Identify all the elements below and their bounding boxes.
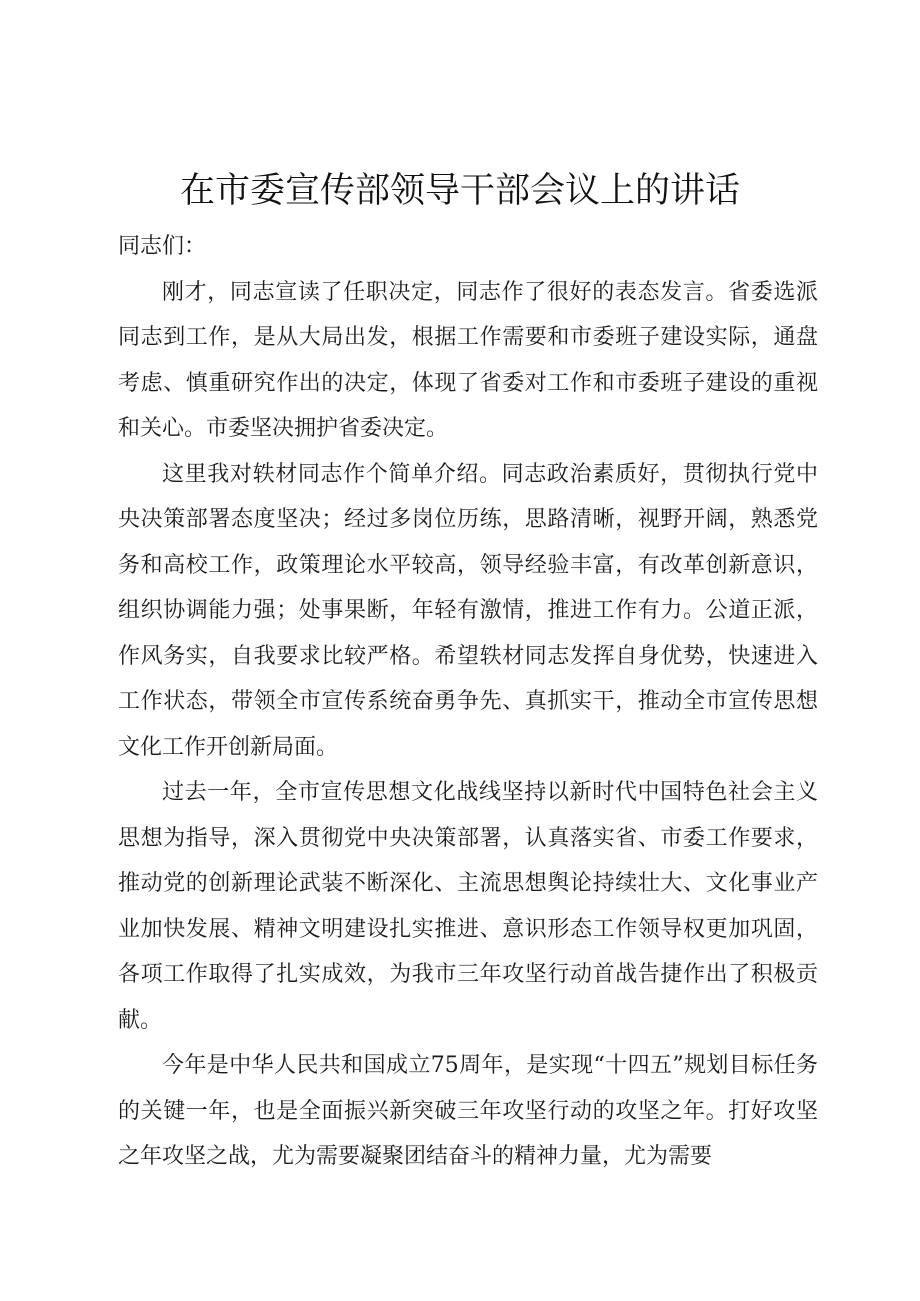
paragraph-2: 这里我对轶材同志作个简单介绍。同志政治素质好，贯彻执行党中央决策部署态度坚决；经过多岗位历练，思路清晰，视野开阔，熟悉党务和高校工作，政策理论水平较高，领导经验丰富，有改革创新意识，组织协调能力强；处事果断，年轻有激情，推进工作有力。公道正派，作风务实，自我要求比较严格。希望轶材同志发挥自身优势，快速进入工作状态，带领全市宣传系统奋勇争先、真抓实干，推动全市宣传思想文化工作开创新局面。	[118, 461, 818, 760]
salutation: 同志们：	[118, 234, 207, 259]
paragraph-1: 刚才，同志宣读了任职决定，同志作了很好的表态发言。省委选派同志到工作，是从大局出发，根据工作需要和市委班子建设实际，通盘考虑、慎重研究作出的决定，体现了省委对工作和市委班子建设的重视和关心。市委坚决拥护省委决定。	[118, 279, 818, 441]
paragraph-3: 过去一年，全市宣传思想文化战线坚持以新时代中国特色社会主义思想为指导，深入贯彻党中央决策部署，认真落实省、市委工作要求，推动党的创新理论武装不断深化、主流思想舆论持续壮大、文化事业产业加快发展、精神文明建设扎实推进、意识形态工作领导权更加巩固，各项工作取得了扎实成效，为我市三年攻坚行动首战告捷作出了积极贡献。	[118, 780, 818, 1033]
document-body	[118, 224, 818, 1180]
paragraph-4: 今年是中华人民共和国成立75周年，是实现“十四五”规划目标任务的关键一年，也是全面振兴新突破三年攻坚行动的攻坚之年。打好攻坚之年攻坚之战，尤为需要凝聚团结奋斗的精神力量，尤为需要	[118, 1053, 818, 1169]
document-title: 在市委宣传部领导干部会议上的讲话	[179, 171, 740, 211]
